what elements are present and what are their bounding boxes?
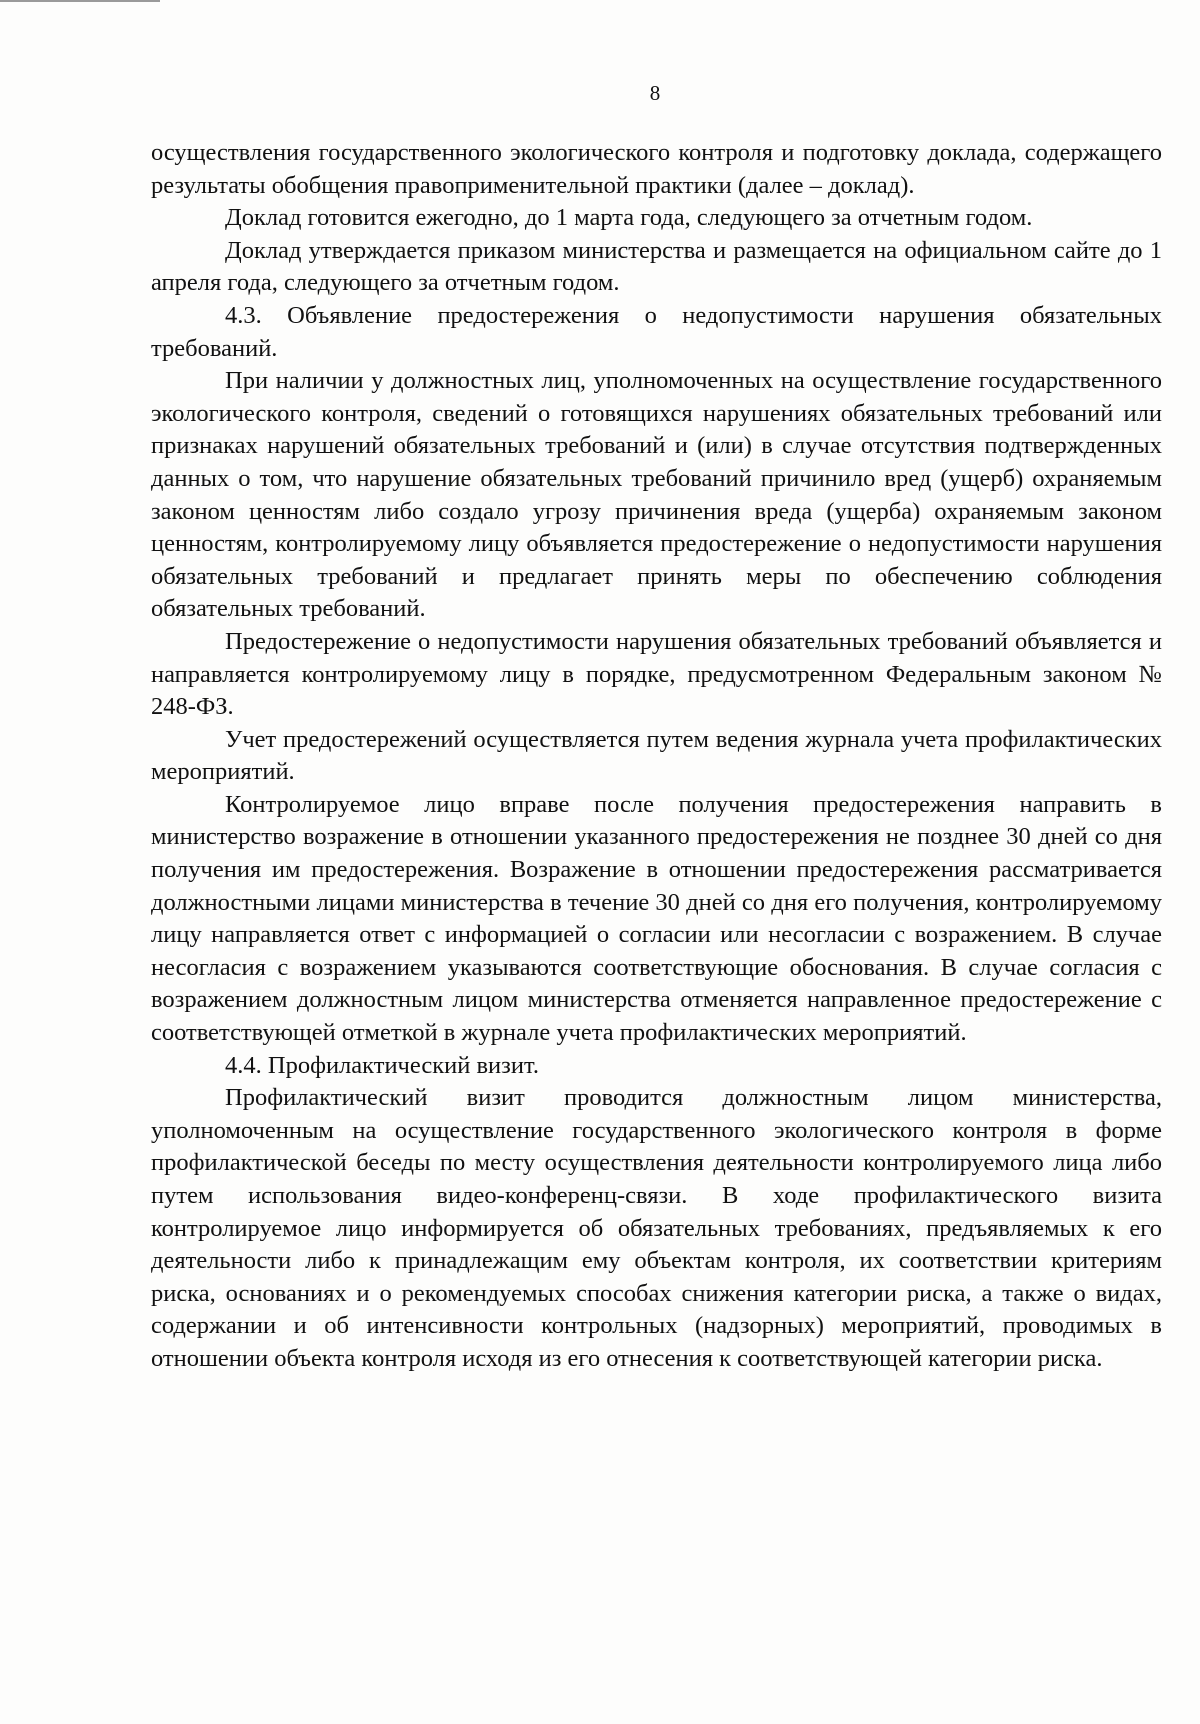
- document-body: [151, 137, 1162, 1376]
- paragraph-objection: Контролируемое лицо вправе после получения предостережения направить в министерство возражение в отношении указанного предостережения не позднее 30 дней со дня получения им предостережения. Возражение в отношении предостережения рассматривается должностными лицами министерства в течение 30 дней со дня его получения, контролируемому лицу направляется ответ с информацией о согласии или несогласии с возражением. В случае несогласия с возражением указываются соответствующие обоснования. В случае согласия с возражением должностным лицом министерства отменяется направленное предостережение с соответствующей отметкой в журнале учета профилактических мероприятий.: [151, 790, 1162, 1047]
- page-number: 8: [649, 81, 661, 105]
- paragraph-preventive-visit: Профилактический визит проводится должностным лицом министерства, уполномоченным на осуществление государственного экологического контроля в форме профилактической беседы по месту осуществления деятельности контролируемого лица либо путем использования видео-конференц-связи. В ходе профилактического визита контролируемое лицо информируется об обязательных требованиях, предъявляемых к его деятельности либо к принадлежащим ему объектам контроля, их соответствии критериям риска, основаниях и о рекомендуемых способах снижения категории риска, а также о видах, содержании и об интенсивности контрольных (надзорных) мероприятий, проводимых в отношении объекта контроля исходя из его отнесения к соответствующей категории риска.: [151, 1084, 1162, 1372]
- paragraph-report-deadline: Доклад готовится ежегодно, до 1 марта года, следующего за отчетным годом.: [225, 204, 1033, 232]
- paragraph-warning-registry: Учет предостережений осуществляется путем ведения журнала учета профилактических мероприятий.: [151, 725, 1162, 786]
- paragraph-continuation: осуществления государственного экологического контроля и подготовку доклада, содержащего результаты обобщения правоприменительной практики (далее – доклад).: [151, 139, 1162, 199]
- section-heading-4-3: 4.3. Объявление предостережения о недопустимости нарушения обязательных требований.: [151, 301, 1162, 362]
- scan-edge-mark: [0, 0, 160, 2]
- paragraph-warning-grounds: При наличии у должностных лиц, уполномоченных на осуществление государственного экологического контроля, сведений о готовящихся нарушениях обязательных требований или признаках нарушений обязательных требований и (или) в случае отсутствия подтвержденных данных о том, что нарушение обязательных требований причинило вред (ущерб) охраняемым законом ценностям либо создало угрозу причинения вреда (ущерба) охраняемым законом ценностям, контролируемому лицу объявляется предостережение о недопустимости нарушения обязательных требований и предлагает принять меры по обеспечению соблюдения обязательных требований.: [151, 367, 1162, 623]
- paragraph-report-approval: Доклад утверждается приказом министерства и размещается на официальном сайте до 1 апреля года, следующего за отчетным годом.: [151, 236, 1162, 297]
- section-heading-4-4: 4.4. Профилактический визит.: [225, 1051, 539, 1079]
- paragraph-warning-procedure: Предостережение о недопустимости нарушения обязательных требований объявляется и направляется контролируемому лицу в порядке, предусмотренном Федеральным законом № 248-ФЗ.: [151, 627, 1162, 721]
